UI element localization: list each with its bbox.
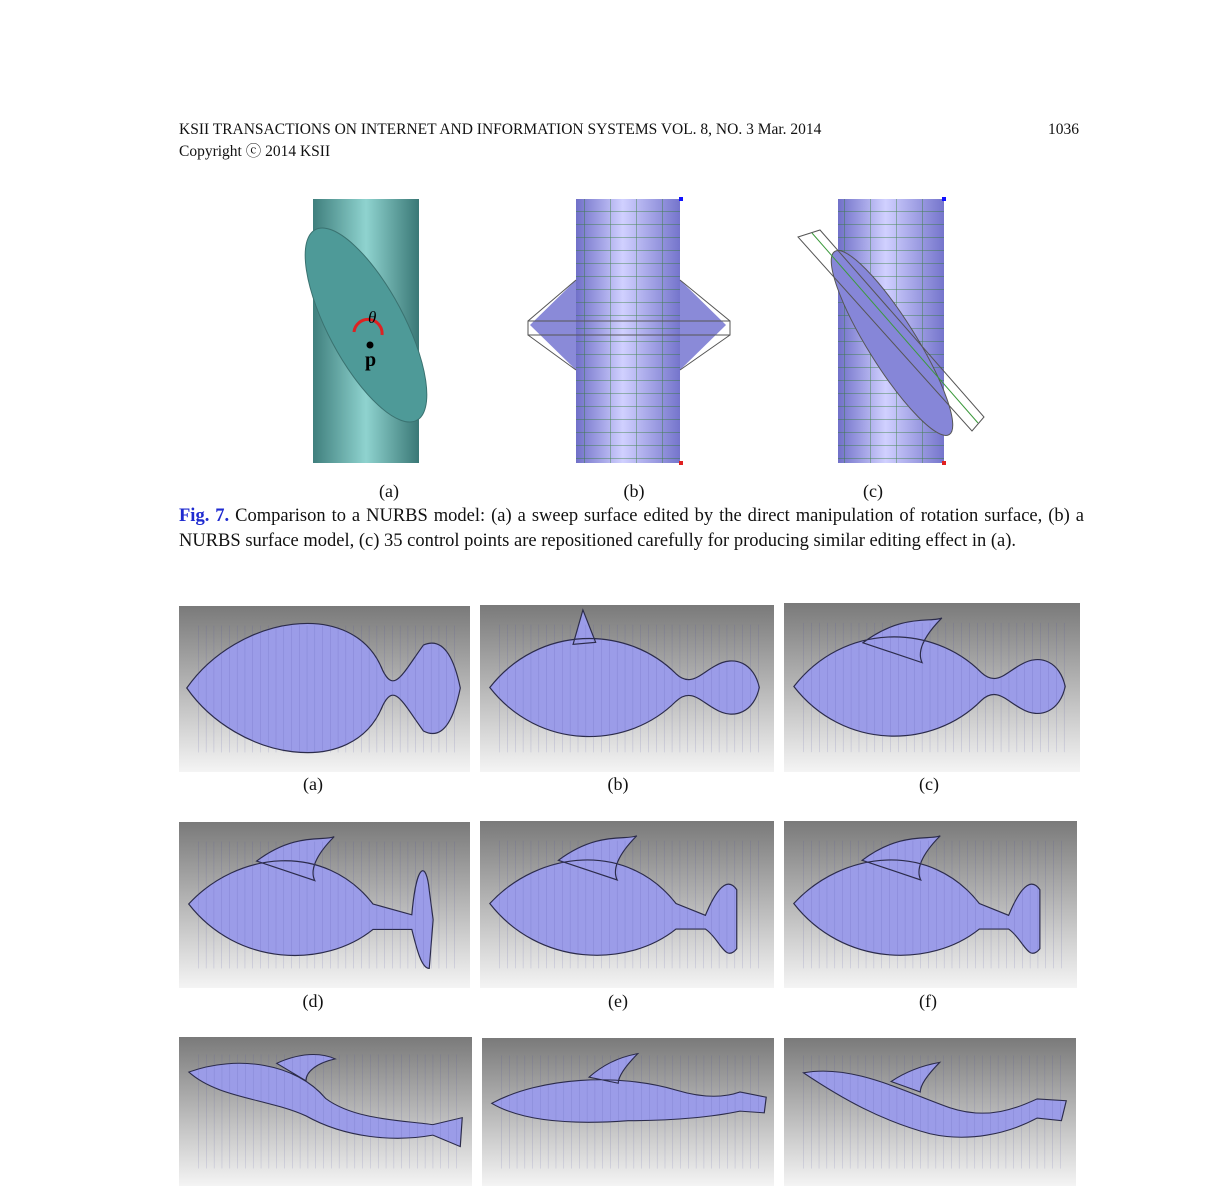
figure-8-panel-f — [784, 821, 1077, 988]
figure-8-panel-g — [179, 1037, 472, 1186]
figure-8-label-f: (f) — [919, 991, 937, 1011]
figure-7-label-b: (b) — [623, 481, 645, 501]
figure-7a-sweep-surface — [282, 199, 451, 463]
figure-8-panel-c — [784, 603, 1080, 772]
figure-8-panel-b — [480, 605, 774, 772]
figure-8-panel-i — [784, 1038, 1076, 1186]
figure-8-panel-e — [480, 821, 774, 988]
figure-7 — [272, 185, 992, 475]
theta-symbol: θ — [368, 308, 377, 327]
figure-7-label-a: (a) — [379, 481, 399, 501]
copyright-line: Copyright ⓒ 2014 KSII — [179, 143, 331, 160]
figure-8-label-a: (a) — [303, 774, 323, 794]
figure-7-caption — [179, 504, 1084, 554]
figure-8-label-c: (c) — [919, 774, 939, 794]
figure-8-label-d: (d) — [302, 991, 324, 1011]
figure-7b-nurbs-model — [528, 197, 730, 465]
figure-7-label-c: (c) — [863, 481, 883, 501]
figure-8-panel-a — [179, 606, 470, 772]
figure-8-label-b: (b) — [607, 774, 629, 794]
figure-7-caption-label: Fig. 7. — [179, 506, 230, 526]
point-label: p — [365, 349, 377, 371]
figure-8-panel-d — [179, 822, 470, 988]
figure-7c-control-points — [798, 197, 984, 465]
figure-8-label-e: (e) — [608, 991, 628, 1011]
figure-8-panel-h — [482, 1038, 774, 1186]
figure-7-caption-text: Comparison to a NURBS model: (a) a sweep surface edited by the direct manipulation of rotation surface, (b) a NURBS surface model, (c) 35 control points are repositioned carefully for producing similar editing effect in (a). — [179, 506, 1084, 551]
page-number: 1036 — [1048, 121, 1079, 138]
journal-header: KSII TRANSACTIONS ON INTERNET AND INFORMATION SYSTEMS VOL. 8, NO. 3 Mar. 2014 — [179, 121, 822, 138]
